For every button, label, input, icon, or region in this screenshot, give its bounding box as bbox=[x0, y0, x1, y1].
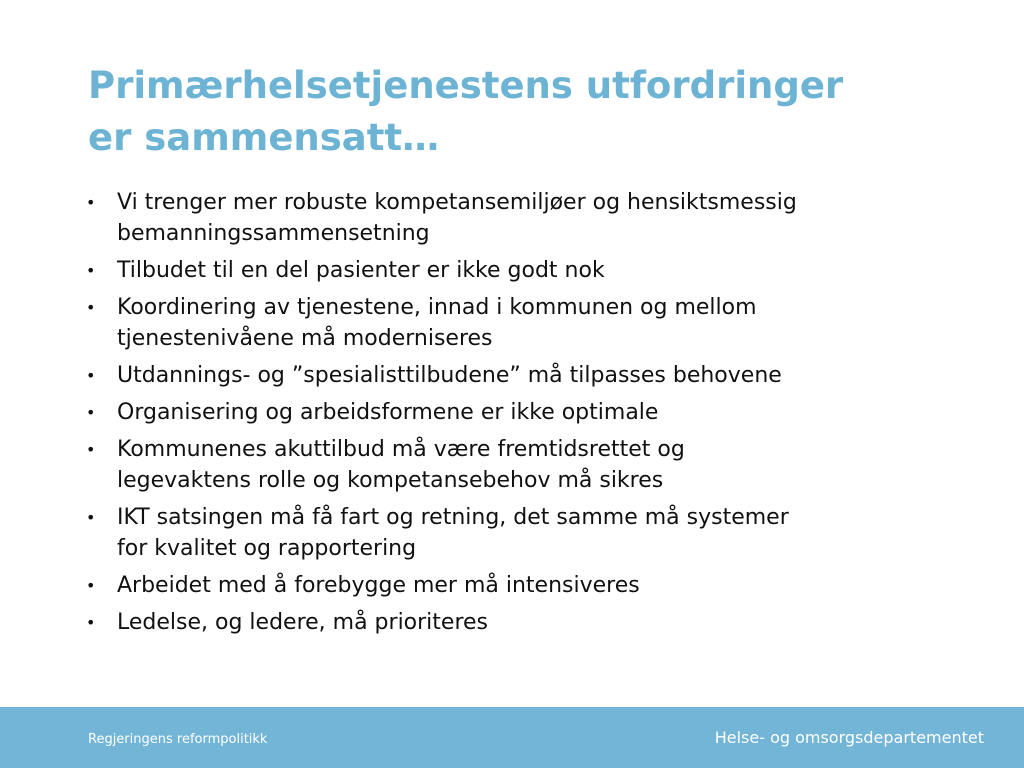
slide-title bbox=[88, 60, 968, 164]
bullet-icon: • bbox=[86, 508, 96, 527]
bullet-text: for kvalitet og rapportering bbox=[117, 536, 417, 561]
bullet-item bbox=[84, 607, 944, 638]
bullet-item bbox=[84, 255, 944, 286]
bullet-icon: • bbox=[86, 613, 96, 632]
bullet-text: Tilbudet til en del pasienter er ikke godt nok bbox=[117, 258, 605, 283]
bullet-text: legevaktens rolle og kompetansebehov må sikres bbox=[117, 468, 664, 493]
slide-title-line: er sammensatt… bbox=[88, 116, 440, 159]
bullet-icon: • bbox=[86, 261, 96, 280]
bullet-text: Vi trenger mer robuste kompetansemiljøer og hensiktsmessig bbox=[117, 190, 797, 215]
footer-band bbox=[0, 707, 1024, 768]
bullet-text: Arbeidet med å forebygge mer må intensiveres bbox=[117, 573, 640, 598]
bullet-item bbox=[84, 397, 944, 428]
bullet-text: Ledelse, og ledere, må prioriteres bbox=[117, 610, 489, 635]
bullet-text: Utdannings- og ”spesialisttilbudene” må tilpasses behovene bbox=[117, 363, 782, 388]
bullet-icon: • bbox=[86, 193, 96, 212]
bullet-item bbox=[84, 570, 944, 601]
bullet-item bbox=[84, 502, 944, 564]
bullet-text: Kommunenes akuttilbud må være fremtidsrettet og bbox=[117, 437, 685, 462]
bullet-text: tjenestenivåene må moderniseres bbox=[117, 326, 493, 351]
bullet-item bbox=[84, 360, 944, 391]
footer-left-text: Regjeringens reformpolitikk bbox=[88, 732, 268, 747]
bullet-icon: • bbox=[86, 366, 96, 385]
bullet-icon: • bbox=[86, 440, 96, 459]
footer-department-text: Helse- og omsorgsdepartementet bbox=[714, 728, 984, 747]
bullet-text: Organisering og arbeidsformene er ikke optimale bbox=[117, 400, 659, 425]
bullet-icon: • bbox=[86, 403, 96, 422]
bullet-icon: • bbox=[86, 576, 96, 595]
bullet-list bbox=[84, 187, 944, 644]
bullet-item bbox=[84, 434, 944, 496]
bullet-text: bemanningssammensetning bbox=[117, 221, 430, 246]
bullet-icon: • bbox=[86, 298, 96, 317]
bullet-item bbox=[84, 187, 944, 249]
bullet-text: IKT satsingen må få fart og retning, det samme må systemer bbox=[117, 505, 789, 530]
bullet-item bbox=[84, 292, 944, 354]
bullet-text: Koordinering av tjenestene, innad i kommunen og mellom bbox=[117, 295, 757, 320]
slide-title-line: Primærhelsetjenestens utfordringer bbox=[88, 64, 844, 107]
